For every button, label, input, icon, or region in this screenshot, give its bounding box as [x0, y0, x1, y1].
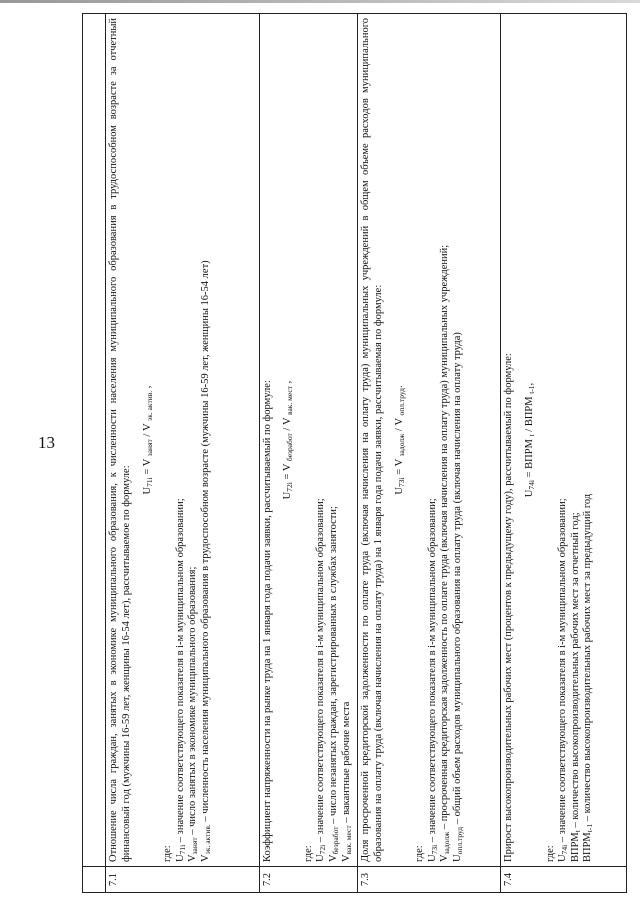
indicator-row: [259, 14, 358, 893]
formula-tail: ,: [523, 382, 535, 386]
variable-text: – численность населения муниципального образования в трудоспособном возрасте (мужчины 16-59 лет, женщины 16-54 лет): [200, 260, 212, 825]
variable-text: – вакантные рабочие места: [340, 701, 352, 826]
variable-subscript: задолж: [442, 831, 452, 855]
variable-text: – значение соответствующего показателя в i-м муниципальном образовании;: [557, 498, 569, 845]
formula-eq: = ВПРМ: [523, 436, 535, 480]
variable-subscript: 73i: [429, 844, 439, 855]
formula-div: / V: [141, 421, 153, 440]
formula-div: / V: [393, 415, 405, 434]
variable-text: – значение соответствующего показателя в i-м муниципальном образовании;: [315, 498, 327, 845]
formula-div: / ВПРМ: [523, 393, 535, 435]
variable-text: – количество высокопроизводительных рабочих мест за предыдущий год: [582, 493, 594, 824]
variable-definition: [315, 18, 328, 862]
formula-eq: = V: [141, 456, 153, 478]
variable-subscript: 71i: [177, 844, 187, 855]
indicator-title: Доля просроченной кредиторской задолженности по оплате труда (включая начисления на оплату труда) муниципальных учреждений в общем объеме расходов муниципального образования на оплату труда (включая начисления на оплату труда) на 1 января года подачи заявки, рассчитываемая по формуле:: [360, 18, 384, 862]
indicator-description: [106, 14, 259, 867]
variable-symbol: U: [174, 854, 186, 862]
where-label: где:: [302, 845, 314, 862]
table-top-row: [83, 14, 106, 893]
indicator-description: [501, 14, 627, 867]
indicator-number: 7.1: [106, 867, 259, 893]
formula-b-sub: t-1: [526, 385, 536, 394]
variable-definition: [200, 18, 213, 862]
indicator-formula: [142, 18, 155, 862]
formula-a-sub: безработ: [285, 433, 295, 462]
variable-text: – просроченная кредиторская задолженность по оплате труда (включая начисления на оплату труда) муниципальных учреждений;: [439, 244, 451, 832]
rotated-page: [82, 13, 627, 893]
where-label: где:: [162, 845, 174, 862]
formula-lhs: U: [523, 489, 535, 498]
formula-b-sub: опл.труд: [396, 388, 406, 416]
variable-subscript: опл.труд: [454, 826, 464, 855]
page-number: 13: [38, 433, 55, 452]
formula-div: / V: [282, 415, 294, 434]
indicator-description: [358, 14, 501, 867]
formula-lhs: U: [282, 491, 294, 500]
indicator-formula: [524, 18, 537, 862]
formula-tail: .: [393, 385, 405, 389]
variable-symbol: V: [200, 854, 212, 862]
formula-b-sub: вак. мест: [285, 385, 295, 415]
variable-definition: [582, 18, 595, 862]
variable-definition: [341, 18, 354, 862]
scan-edge: [0, 0, 640, 3]
variable-text: – количество высокопроизводительных рабочих мест за отчетный год;: [569, 512, 581, 831]
variable-subscript: t-1: [585, 823, 595, 833]
indicator-number: 7.2: [259, 867, 358, 893]
indicator-title: Отношение числа граждан, занятых в экономике муниципального образования, к численности населения муниципального образования в трудоспособном возрасте за отчетный финансовый год (мужчины 16-59 лет, женщины 16-54 лет), рассчитываемое по формуле:: [108, 18, 133, 862]
variable-subscript: вак. мест: [343, 825, 353, 855]
formula-lhs-sub: 71i: [144, 477, 154, 487]
where-label: где:: [414, 845, 426, 862]
formula-a-sub: занят: [144, 439, 154, 457]
indicator-row: [501, 14, 627, 893]
variable-symbol: V: [328, 854, 340, 862]
indicator-description: [259, 14, 358, 867]
variable-symbol: ВПРМ: [582, 832, 594, 862]
formula-tail: ,: [141, 385, 153, 391]
formula-eq: = V: [393, 456, 405, 478]
formula-lhs-sub: 73i: [396, 477, 406, 487]
variable-definition: [175, 18, 188, 862]
indicator-title: Прирост высокопроизводительных рабочих мест (процентов к предыдущему году), рассчитываемый по формуле:: [503, 353, 515, 862]
variable-text: – число занятых в экономике муниципального образования;: [187, 566, 199, 838]
variable-symbol: V: [439, 854, 451, 862]
indicator-formula: [394, 18, 407, 862]
variable-text: – общий объем расходов муниципального образования на оплату труда (включая начисления на оплату труда): [451, 332, 463, 827]
variable-definition: [452, 18, 465, 862]
indicator-row: [106, 14, 259, 893]
top-cell-text: [83, 14, 106, 867]
formula-lhs-sub: 72i: [285, 482, 295, 492]
variable-definition: [570, 18, 583, 862]
top-cell-num: [83, 867, 106, 893]
formula-lhs: U: [393, 487, 405, 495]
variable-definition: [187, 18, 200, 862]
formula-b-sub: эк. актив.: [144, 390, 154, 422]
variable-symbol: U: [426, 854, 438, 862]
variable-definition: [427, 18, 440, 862]
formula-lhs-sub: 74i: [526, 480, 536, 490]
where-label: где:: [544, 845, 556, 862]
variable-subscript: 72i: [318, 844, 328, 855]
variable-definition: [557, 18, 570, 862]
formula-eq: = V: [282, 461, 294, 483]
variable-definition: [328, 18, 341, 862]
formula-tail: ,: [282, 380, 294, 386]
formula-a-sub: t: [526, 434, 536, 437]
variable-subscript: занят: [190, 837, 200, 855]
variable-text: – значение соответствующего показателя в i-м муниципальном образовании;: [426, 498, 438, 845]
variable-symbol: V: [187, 854, 199, 862]
variable-subscript: 74i: [560, 844, 570, 855]
variable-subscript: эк. актив.: [203, 824, 213, 855]
indicator-number: 7.4: [501, 867, 627, 893]
variable-symbol: U: [315, 854, 327, 862]
variable-text: – значение соответствующего показателя в i-м муниципальном образовании;: [174, 498, 186, 845]
formula-a-sub: задолж: [396, 433, 406, 457]
indicator-formula: [282, 18, 295, 862]
variable-subscript: t: [572, 830, 582, 833]
formula-lhs: U: [141, 486, 153, 495]
indicator-row: [358, 14, 501, 893]
variable-symbol: U: [557, 854, 569, 862]
indicator-number: 7.3: [358, 867, 501, 893]
variable-text: – число незанятых граждан, зарегистрированных в службах занятости;: [328, 506, 340, 827]
indicator-title: Коэффициент напряженности на рынке труда на 1 января года подачи заявки, рассчитываемый по формуле:: [261, 380, 273, 862]
indicator-table: [82, 13, 627, 893]
variable-subscript: безработ: [331, 826, 341, 855]
variable-definition: [439, 18, 452, 862]
variable-symbol: U: [451, 854, 463, 862]
variable-symbol: ВПРМ: [569, 832, 581, 862]
variable-symbol: V: [340, 854, 352, 862]
